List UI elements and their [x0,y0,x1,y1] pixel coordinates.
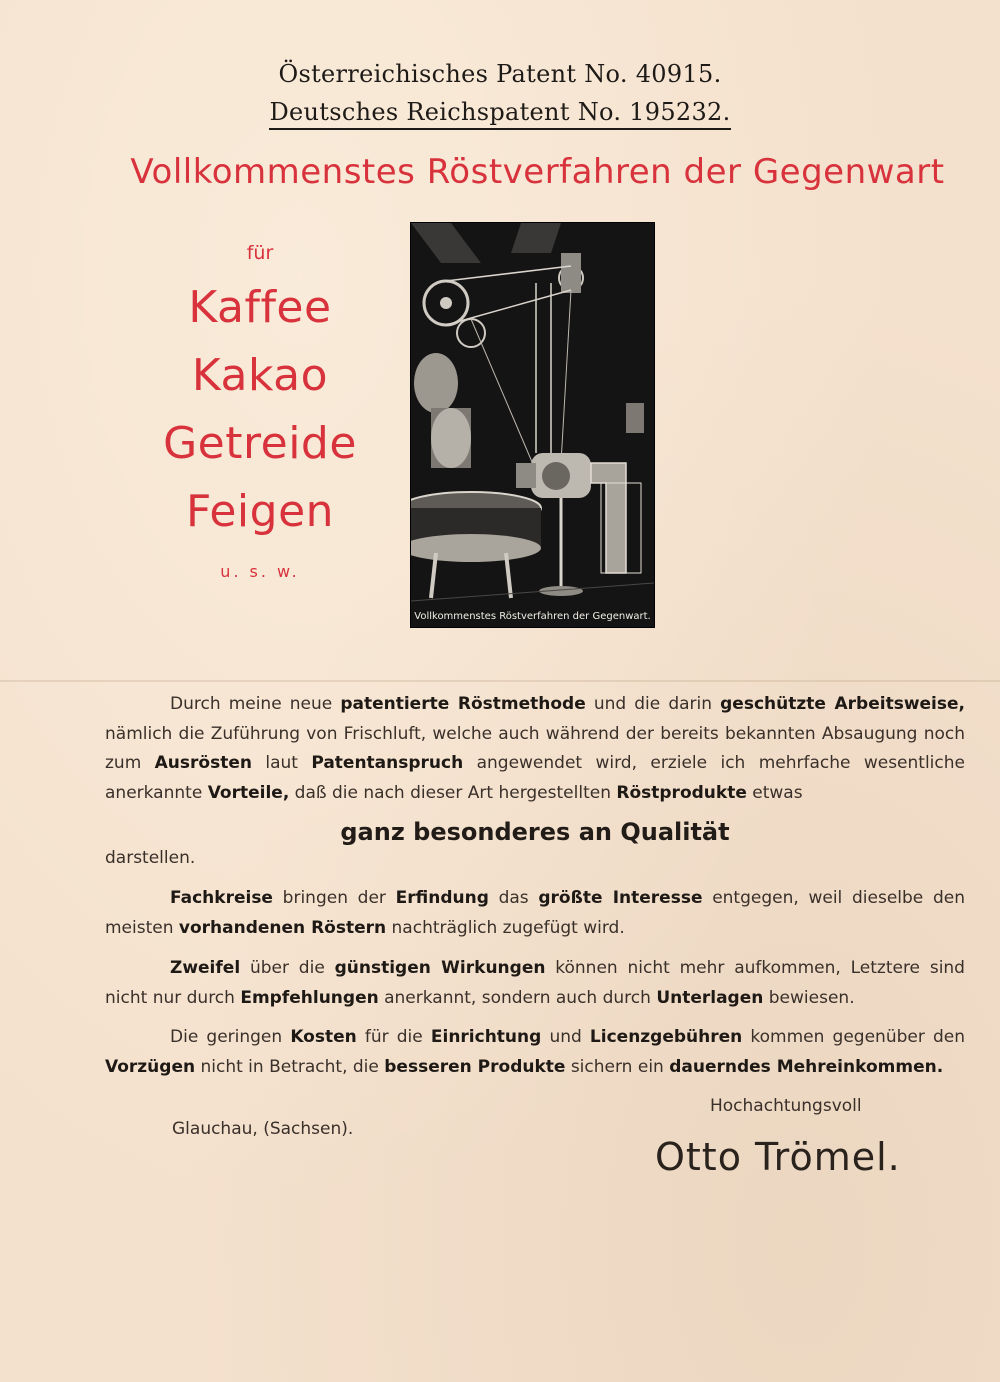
emphasis: Licenzgebühren [589,1027,743,1047]
products-intro: für [246,242,274,264]
text-run: und die darin [585,694,721,714]
roaster-machine-drawing [411,223,654,607]
emphasis: Vorteile, [207,782,290,803]
quality-highlight: ganz besonderes an Qualität [340,818,730,846]
text-run: kommen gegenüber den [742,1027,965,1047]
emphasis: Vorzügen [105,1056,196,1077]
emphasis: Kosten [290,1027,357,1047]
austrian-patent-line: Österreichisches Patent No. 40915. [278,60,722,88]
text-run: bringen der [272,888,396,908]
text-run: angewendet wird, erziele ich mehrfache wesentliche anerkannte [105,753,965,803]
emphasis: Ausrösten [154,753,252,773]
text-run: Die geringen [170,1027,291,1047]
closing-greeting: Hochachtungsvoll [710,1096,862,1116]
emphasis: Einrichtung [430,1027,542,1047]
emphasis: größte Interesse [538,888,703,908]
illustration-caption: Vollkommenstes Röstverfahren der Gegenwart. [411,607,654,627]
text-run: entgegen, weil dieselbe den meisten [105,888,965,938]
emphasis: Röstprodukte [616,782,747,803]
german-patent-text: Deutsches Reichspatent No. 195232. [269,98,730,130]
text-run: und [541,1027,590,1047]
emphasis: Erfindung [395,888,489,908]
product-kakao: Kakao [191,350,329,401]
products-etc: u. s. w. [220,562,300,581]
signature: Otto Trömel. [655,1135,901,1179]
paragraph-costs [105,1023,965,1082]
text-run: bewiesen. [763,987,855,1008]
text-run: für die [356,1027,431,1047]
paragraph-method [105,690,965,808]
emphasis: dauerndes Mehreinkommen. [669,1056,944,1077]
text-run: das [488,888,539,908]
german-patent-line [0,98,1000,130]
product-kaffee: Kaffee [188,282,332,333]
paragraph-effects [105,954,965,1013]
emphasis: patentierte Röstmethode [340,694,586,714]
text-run: über die [240,958,335,978]
product-getreide: Getreide [163,418,357,469]
emphasis: Zweifel [170,958,241,978]
text-run: laut [251,753,312,773]
roaster-illustration [410,222,655,628]
closing-place: Glauchau, (Sachsen). [172,1119,354,1139]
emphasis: günstigen Wirkungen [334,958,546,978]
paragraph-continuation: darstellen. [105,848,196,868]
emphasis: besseren Produkte [384,1056,566,1077]
product-feigen: Feigen [185,486,335,537]
text-run: Durch meine neue [170,694,341,714]
emphasis: Patentanspruch [311,753,464,773]
text-run: nicht in Betracht, die [195,1056,385,1077]
text-run: anerkannt, sondern auch durch [378,987,657,1008]
emphasis: Empfehlungen [240,987,379,1008]
paragraph-interest [105,884,965,943]
headline: Vollkommenstes Röstverfahren der Gegenwart [130,152,945,192]
text-run: etwas [746,782,803,803]
emphasis: vorhandenen Röstern [178,917,387,938]
emphasis: Fachkreise [170,888,273,908]
text-run: nachträglich zugefügt wird. [386,917,625,938]
paper-fold [0,680,1000,682]
text-run: sichern ein [565,1056,670,1077]
text-run: nämlich die Zuführung von Frischluft, welche auch während der bereits bekannten Absaugung noch zum [105,723,965,773]
emphasis: geschützte Arbeitsweise, [720,694,965,714]
text-run: können nicht mehr aufkommen, Letztere sind nicht nur durch [105,958,965,1008]
text-run: daß die nach dieser Art hergestellten [289,782,617,803]
emphasis: Unterlagen [656,987,764,1008]
